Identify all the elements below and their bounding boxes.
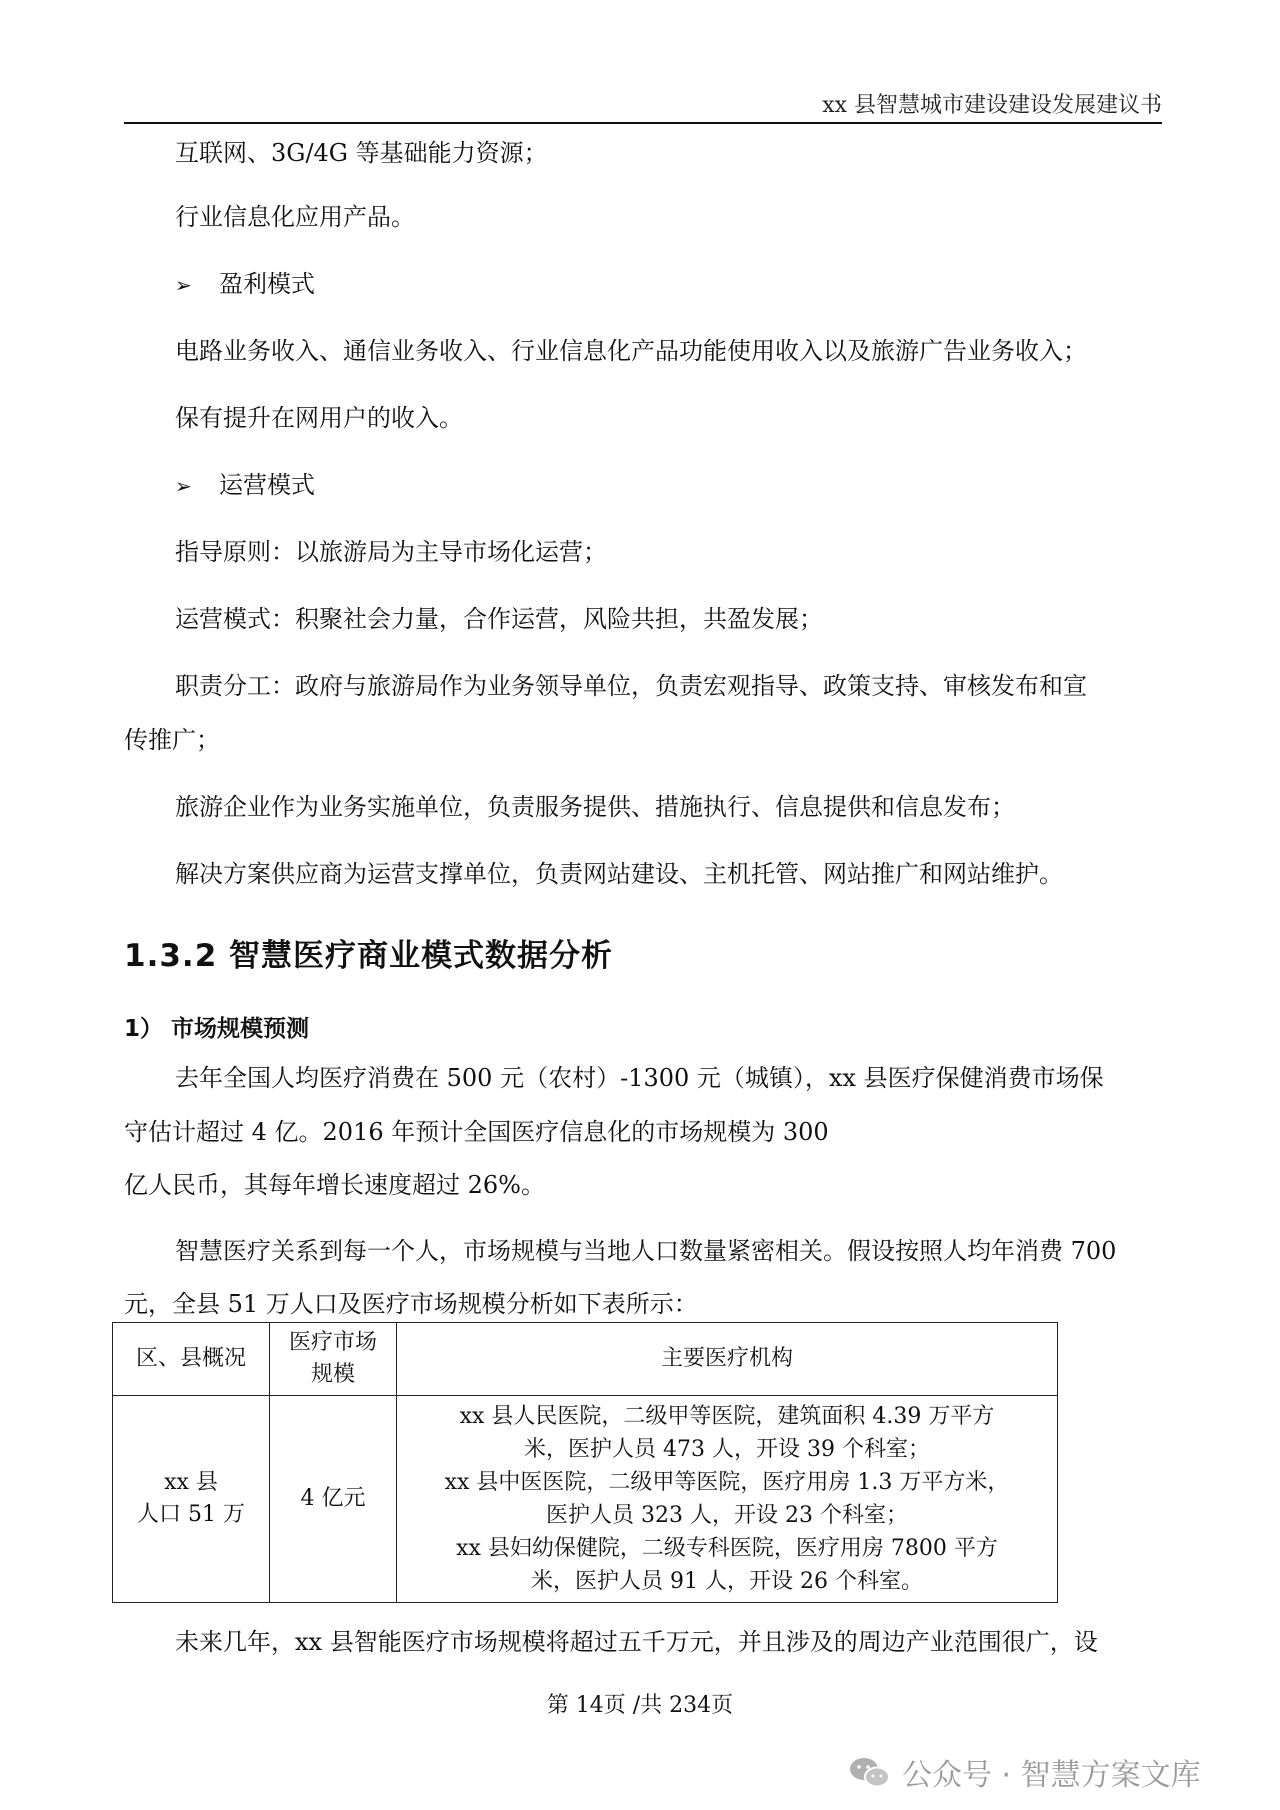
section-heading: 1.3.2 智慧医疗商业模式数据分析 bbox=[124, 938, 614, 974]
paragraph: 去年全国人均医疗消费在 500 元（农村）-1300 元（城镇），xx 县医疗保健消费市场保 bbox=[175, 1064, 1104, 1092]
paragraph: 职责分工：政府与旅游局作为业务领导单位，负责宏观指导、政策支持、审核发布和宣 bbox=[175, 672, 1087, 700]
paragraph: 解决方案供应商为运营支撑单位，负责网站建设、主机托管、网站推广和网站维护。 bbox=[175, 860, 1063, 888]
wechat-icon bbox=[848, 1755, 892, 1799]
paragraph: 守估计超过 4 亿。2016 年预计全国医疗信息化的市场规模为 300 bbox=[124, 1118, 829, 1146]
subsection-heading: 1） 市场规模预测 bbox=[124, 1016, 310, 1042]
county-cell bbox=[113, 1396, 270, 1603]
page-header-title: xx 县智慧城市建设建设发展建议书 bbox=[822, 93, 1162, 118]
paragraph: 互联网、3G/4G 等基础能力资源； bbox=[175, 139, 548, 167]
institution-line: 米，医护人员 473 人，开设 39 个科室； bbox=[524, 1437, 930, 1462]
institution-line: xx 县人民医院，二级甲等医院，建筑面积 4.39 万平方 bbox=[459, 1404, 995, 1429]
watermark bbox=[848, 1750, 1201, 1799]
paragraph: 亿人民币，其每年增长速度超过 26%。 bbox=[124, 1171, 545, 1199]
bullet-item-profit-model bbox=[175, 267, 1215, 302]
arrow-bullet-icon: ➢ bbox=[175, 273, 192, 297]
header-divider bbox=[124, 122, 1162, 124]
table-row bbox=[113, 1396, 1058, 1603]
paragraph: 指导原则：以旅游局为主导市场化运营； bbox=[175, 538, 607, 566]
institution-line: xx 县妇幼保健院，二级专科医院，医疗用房 7800 平方 bbox=[456, 1536, 998, 1561]
market-size-table bbox=[112, 1322, 1058, 1603]
header-line: 规模 bbox=[310, 1362, 355, 1387]
institution-line: xx 县中医医院，二级甲等医院，医疗用房 1.3 万平方米， bbox=[444, 1470, 1010, 1495]
paragraph: 保有提升在网用户的收入。 bbox=[175, 404, 463, 432]
table-header-cell bbox=[270, 1323, 397, 1396]
table-header-cell: 主要医疗机构 bbox=[397, 1323, 1058, 1396]
paragraph: 未来几年，xx 县智能医疗市场规模将超过五千万元，并且涉及的周边产业范围很广，设 bbox=[175, 1628, 1098, 1656]
bullet-label: 盈利模式 bbox=[219, 270, 315, 298]
page-number: 第 14页 /共 234页 bbox=[546, 1693, 734, 1718]
table-header-row bbox=[113, 1323, 1058, 1396]
institution-line: 米，医护人员 91 人，开设 26 个科室。 bbox=[531, 1569, 923, 1594]
paragraph: 电路业务收入、通信业务收入、行业信息化产品功能使用收入以及旅游广告业务收入； bbox=[175, 337, 1087, 365]
watermark-text: 公众号 · 智慧方案文库 bbox=[902, 1758, 1201, 1793]
county-population: 人口 51 万 bbox=[137, 1502, 245, 1527]
paragraph: 传推广； bbox=[124, 726, 220, 754]
header-line: 医疗市场 bbox=[288, 1330, 377, 1355]
paragraph: 智慧医疗关系到每一个人，市场规模与当地人口数量紧密相关。假设按照人均年消费 700 bbox=[175, 1237, 1117, 1265]
arrow-bullet-icon: ➢ bbox=[175, 474, 192, 498]
institution-line: 医护人员 323 人，开设 23 个科室； bbox=[546, 1503, 908, 1528]
table-header-cell: 区、县概况 bbox=[113, 1323, 270, 1396]
paragraph: 旅游企业作为业务实施单位，负责服务提供、措施执行、信息提供和信息发布； bbox=[175, 793, 1015, 821]
institutions-cell bbox=[397, 1396, 1058, 1603]
paragraph: 元，全县 51 万人口及医疗市场规模分析如下表所示： bbox=[124, 1290, 698, 1318]
paragraph: 行业信息化应用产品。 bbox=[175, 203, 415, 231]
bullet-label: 运营模式 bbox=[219, 471, 315, 499]
bullet-item-operation-model bbox=[175, 468, 1215, 503]
county-name: xx 县 bbox=[164, 1470, 218, 1495]
paragraph: 运营模式：积聚社会力量，合作运营，风险共担，共盈发展； bbox=[175, 605, 823, 633]
market-size-cell: 4 亿元 bbox=[270, 1396, 397, 1603]
